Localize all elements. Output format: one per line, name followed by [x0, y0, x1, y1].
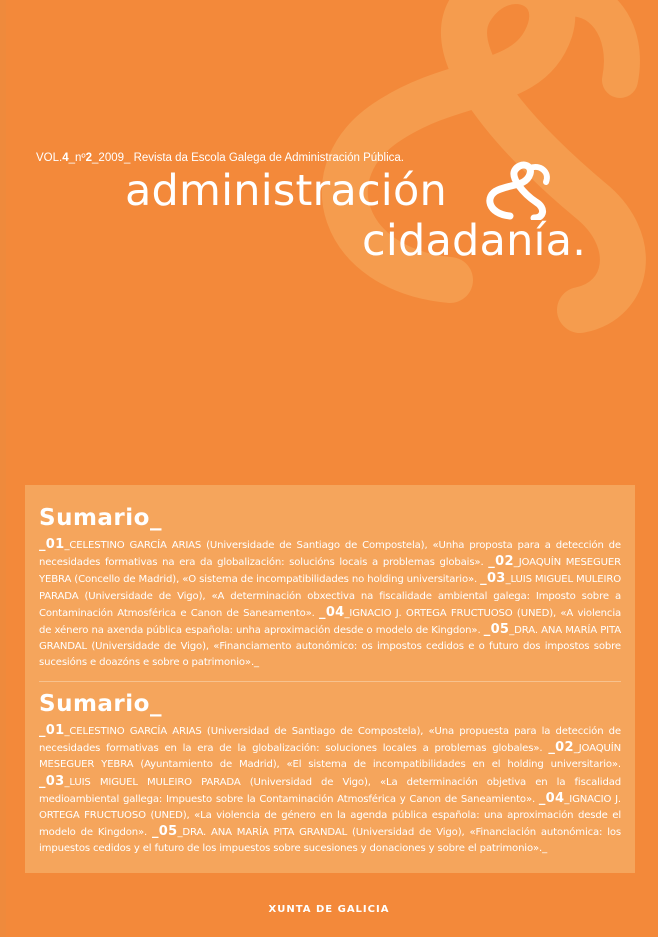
item-text: _CELESTINO GARCÍA ARIAS (Universidad de Santiago de Compostela), «Una propuesta para la detección de necesidades formativas en la era de la globalización: soluciones locales a problemas globales».: [39, 726, 621, 755]
title-line-2: cidadanía.: [362, 216, 587, 266]
journal-subtitle: _2009_ Revista da Escola Galega de Administración Pública.: [92, 152, 404, 164]
item-number: _02: [548, 740, 574, 756]
summary-text: [39, 723, 621, 858]
vol-number: 4: [62, 152, 69, 164]
summary-heading: Sumario_: [39, 505, 162, 531]
item-text: _CELESTINO GARCÍA ARIAS (Universidade de Santiago de Compostela), «Unha proposta para a detección de necesidades formativas na era da globalización: solucións locais a problemas globais».: [39, 540, 621, 569]
item-text: _IGNACIO J. ORTEGA FRUCTUOSO (UNED), «A violencia de xénero na axenda pública española: unha aproximación desde o modelo de Kingdon».: [39, 607, 622, 637]
page-edge: [0, 0, 6, 937]
issue-number: 2: [85, 152, 93, 164]
item-text: _JOAQUÍN MESEGUER YEBRA (Ayuntamiento de Madrid), «El sistema de incompatibilidades en el holding universitario».: [39, 743, 621, 771]
publisher-label: XUNTA DE GALICIA: [268, 904, 390, 915]
item-number: _05: [151, 824, 178, 840]
item-number: _04: [319, 604, 345, 620]
item-number: _01: [39, 537, 65, 552]
item-number: _03: [480, 571, 506, 587]
volume-info: [36, 152, 404, 164]
section-divider: [39, 681, 621, 682]
item-text: _DRA. ANA MARÍA PITA GRANDAL (Universidad de Vigo), «Financiación autonómica: los impuestos cedidos y el futuro de los impuestos sobre sucesiones y donaciones y sobre el patrimonio»._: [39, 827, 621, 855]
title-line-1: administración: [125, 166, 447, 216]
summary-spanish: [39, 691, 621, 858]
ampersand-logo-icon: [480, 160, 554, 220]
item-text: _LUIS MIGUEL MULEIRO PARADA (Universidad de Vigo), «La determinación objetiva en la fiscalidad medioambiental gallega: Impuesto sobre la Contaminación Atmosférica y Canon de Saneamiento».: [39, 776, 621, 805]
item-number: _02: [488, 554, 514, 570]
vol-label: VOL.: [36, 152, 63, 164]
item-number: _05: [483, 622, 510, 638]
item-text: _DRA. ANA MARÍA PITA GRANDAL (Universidade de Vigo), «Financiamento autonómico: os impostos cedidos e o futuro dos impostos sobre sucesións e doazóns e sobre o patrimonio»._: [39, 625, 621, 669]
summary-galician: [39, 505, 621, 672]
issue-label: _nº: [68, 152, 86, 164]
item-text: _JOAQUÍN MESEGUER YEBRA (Concello de Madrid), «O sistema de incompatibilidades no holding universitario».: [39, 557, 622, 586]
item-text: _IGNACIO J. ORTEGA FRUCTUOSO (UNED), «La violencia de género en la agenda pública española: una aproximación desde el modelo de Kingdon».: [39, 793, 621, 839]
item-number: _03: [39, 773, 65, 789]
item-text: _LUIS MIGUEL MULEIRO PARADA (Universidade de Vigo), «A determinación obxectiva na fiscalidade ambiental galega: Imposto sobre a Contaminación Atmosférica e Canon de Saneamento».: [39, 574, 621, 619]
item-number: _04: [538, 790, 565, 806]
summary-box: [25, 485, 635, 873]
item-number: _01: [39, 723, 65, 738]
summary-heading: Sumario_: [39, 691, 162, 717]
summary-text: [39, 537, 621, 672]
